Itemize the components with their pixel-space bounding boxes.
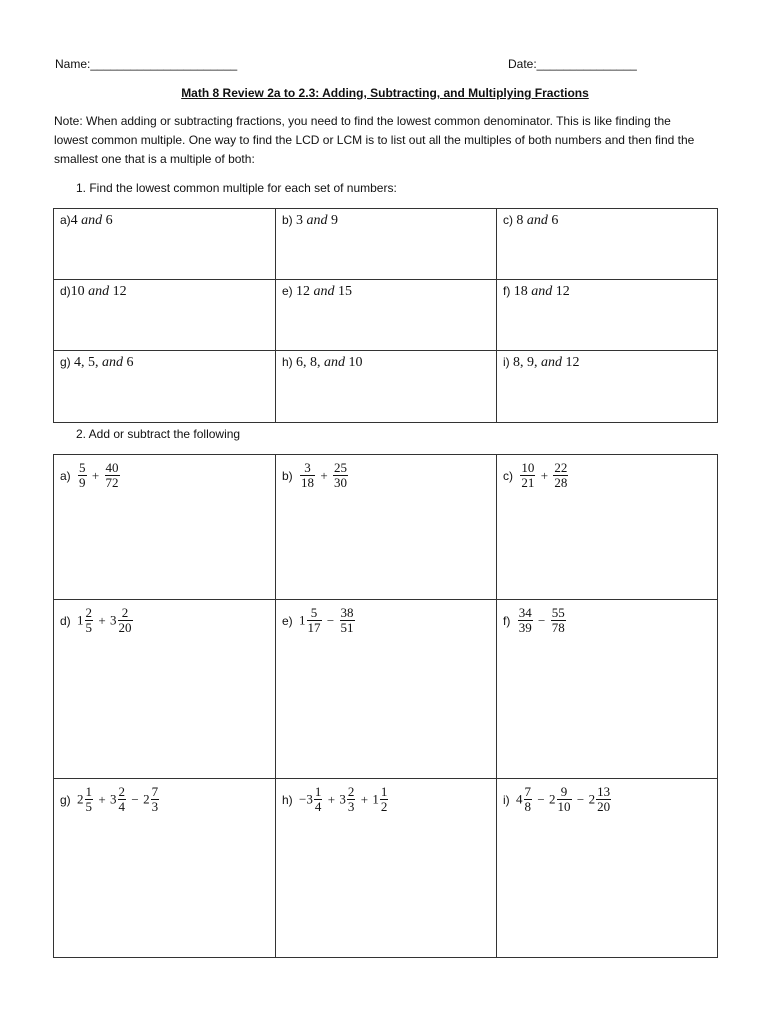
and-word: and (324, 355, 346, 370)
fraction-1 (307, 606, 322, 635)
lcm-cell-d[interactable] (54, 280, 276, 351)
item-label: e) (282, 284, 293, 298)
lcm-table (53, 208, 718, 423)
problem-cell-e[interactable] (276, 600, 497, 779)
number-b: 9 (331, 213, 339, 228)
denominator: 3 (151, 799, 159, 814)
operator: − (537, 791, 545, 807)
problem-label: d) (60, 613, 71, 628)
denominator: 72 (105, 475, 119, 490)
item-label: h) (282, 355, 293, 369)
numerator: 40 (105, 460, 119, 475)
whole-number: 3 (339, 791, 346, 807)
item-label: a) (60, 213, 71, 227)
number-a: 6, 8, (296, 355, 321, 370)
denominator: 5 (85, 620, 93, 635)
denominator: 51 (340, 620, 354, 635)
problem-label: e) (282, 613, 293, 628)
numerator: 2 (85, 605, 93, 620)
numerator: 34 (518, 605, 532, 620)
fraction-1 (78, 461, 87, 490)
problem-label: a) (60, 468, 71, 483)
problem-label: g) (60, 792, 71, 807)
fraction-2 (333, 461, 348, 490)
whole-number: 1 (299, 612, 306, 628)
numerator: 5 (307, 606, 322, 621)
problem-cell-a[interactable] (54, 455, 276, 600)
whole-number: 3 (110, 612, 117, 628)
numerator: 5 (79, 460, 86, 475)
problem-label: f) (503, 613, 511, 628)
problem-label: i) (503, 792, 510, 807)
fraction-1 (300, 461, 315, 490)
fraction-3 (596, 785, 611, 814)
operator: − (576, 791, 585, 807)
whole-number: 1 (77, 612, 84, 628)
number-a: 4, 5, (74, 355, 99, 370)
problem-cell-i[interactable] (497, 779, 718, 958)
and-word: and (531, 284, 553, 299)
numerator: 1 (85, 784, 93, 799)
and-word: and (306, 213, 328, 228)
numerator: 10 (521, 460, 535, 475)
lcm-cell-c[interactable] (497, 209, 718, 280)
numerator: 7 (524, 784, 532, 799)
fraction-1 (314, 785, 323, 814)
date-field[interactable]: Date:_______________ (508, 57, 637, 71)
numerator: 3 (300, 461, 315, 476)
numerator: 7 (151, 784, 159, 799)
problem-cell-c[interactable] (497, 455, 718, 600)
numerator: 1 (314, 784, 322, 799)
fraction-1 (518, 606, 533, 635)
and-word: and (88, 284, 110, 299)
number-b: 12 (565, 355, 580, 370)
denominator: 28 (554, 475, 568, 490)
number-b: 12 (112, 284, 127, 299)
whole-number: 2 (549, 791, 556, 807)
whole-number: 2 (77, 791, 84, 807)
operator: + (360, 791, 369, 807)
worksheet-title: Math 8 Review 2a to 2.3: Adding, Subtracting, and Multiplying Fractions (181, 86, 589, 100)
numerator: 38 (340, 605, 354, 620)
and-word: and (541, 355, 563, 370)
lcm-cell-h[interactable] (276, 351, 497, 423)
fraction-table (53, 454, 718, 958)
operator: + (91, 467, 100, 483)
note-paragraph: Note: When adding or subtracting fractions, you need to find the lowest common denominator. This is like finding the lowest common multiple. One way to find the LCD or LCM is to list out all the multiples of both numbers and then find the smallest one that is a multiple of both: (54, 114, 695, 166)
numerator: 25 (334, 460, 348, 475)
numerator: 2 (118, 784, 126, 799)
number-b: 10 (348, 355, 363, 370)
denominator: 4 (118, 799, 126, 814)
lcm-cell-b[interactable] (276, 209, 497, 280)
whole-number: 4 (516, 791, 523, 807)
denominator: 4 (314, 799, 322, 814)
fraction-3 (151, 785, 160, 814)
and-word: and (102, 355, 124, 370)
number-a: 10 (70, 284, 85, 299)
number-b: 6 (551, 213, 559, 228)
denominator: 8 (524, 799, 532, 814)
question-2-prompt: 2. Add or subtract the following (76, 427, 241, 441)
denominator: 2 (380, 799, 388, 814)
problem-cell-h[interactable] (276, 779, 497, 958)
item-label: f) (503, 284, 511, 298)
denominator: 78 (551, 620, 565, 635)
lcm-cell-i[interactable] (497, 351, 718, 423)
numerator: 55 (551, 605, 565, 620)
fraction-2 (553, 461, 568, 490)
numerator: 1 (380, 784, 388, 799)
and-word: and (526, 213, 548, 228)
whole-number: 1 (372, 791, 379, 807)
fraction-1 (85, 606, 94, 635)
numerator: 22 (554, 460, 568, 475)
denominator: 30 (334, 475, 348, 490)
operator: + (320, 467, 328, 483)
lcm-cell-e[interactable] (276, 280, 497, 351)
whole-number: 2 (588, 791, 596, 807)
problem-cell-g[interactable] (54, 779, 276, 958)
operator: + (540, 467, 549, 483)
denominator: 9 (79, 475, 86, 490)
number-a: 8 (516, 213, 524, 228)
lcm-cell-a[interactable] (54, 209, 276, 280)
numerator: 2 (347, 784, 355, 799)
denominator: 5 (85, 799, 93, 814)
item-label: d) (60, 284, 71, 298)
denominator: 20 (118, 620, 132, 635)
number-a: 18 (513, 284, 528, 299)
whole-number: 3 (110, 791, 117, 807)
fraction-2 (340, 606, 355, 635)
number-b: 12 (555, 284, 570, 299)
number-a: 8, 9, (513, 355, 538, 370)
denominator: 20 (597, 799, 611, 814)
item-label: g) (60, 355, 71, 369)
fraction-2 (347, 785, 356, 814)
number-a: 3 (296, 213, 304, 228)
number-a: 12 (296, 284, 311, 299)
problem-cell-b[interactable] (276, 455, 497, 600)
fraction-2 (118, 606, 133, 635)
number-b: 15 (338, 284, 353, 299)
and-word: and (313, 284, 335, 299)
whole-number: 2 (143, 791, 150, 807)
item-label: c) (503, 213, 513, 227)
question-1-prompt: 1. Find the lowest common multiple for each set of numbers: (76, 181, 397, 195)
fraction-1 (520, 461, 535, 490)
operator: + (98, 791, 106, 807)
name-field[interactable]: Name:______________________ (55, 57, 238, 71)
denominator: 17 (307, 620, 321, 635)
operator: + (98, 612, 106, 628)
number-b: 6 (126, 355, 134, 370)
denominator: 18 (301, 475, 315, 490)
fraction-2 (118, 785, 127, 814)
operator: + (327, 791, 336, 807)
numerator: 2 (118, 606, 133, 621)
fraction-2 (551, 606, 566, 635)
and-word: and (81, 213, 103, 228)
item-label: i) (503, 355, 510, 369)
numerator: 9 (557, 785, 572, 800)
operator: − (326, 612, 335, 628)
whole-number: −3 (299, 791, 313, 807)
denominator: 3 (347, 799, 355, 814)
fraction-3 (380, 785, 389, 814)
number-b: 6 (105, 213, 113, 228)
denominator: 10 (557, 799, 571, 814)
fraction-2 (557, 785, 572, 814)
fraction-1 (85, 785, 94, 814)
problem-label: b) (282, 468, 293, 483)
denominator: 21 (521, 475, 535, 490)
problem-label: h) (282, 792, 293, 807)
operator: − (131, 791, 139, 807)
problem-label: c) (503, 468, 513, 483)
operator: − (538, 612, 546, 628)
number-a: 4 (70, 213, 78, 228)
numerator: 13 (597, 784, 611, 799)
lcm-cell-f[interactable] (497, 280, 718, 351)
item-label: b) (282, 213, 293, 227)
problem-cell-d[interactable] (54, 600, 276, 779)
problem-cell-f[interactable] (497, 600, 718, 779)
lcm-cell-g[interactable] (54, 351, 276, 423)
fraction-1 (524, 785, 533, 814)
denominator: 39 (518, 620, 532, 635)
fraction-2 (105, 461, 120, 490)
